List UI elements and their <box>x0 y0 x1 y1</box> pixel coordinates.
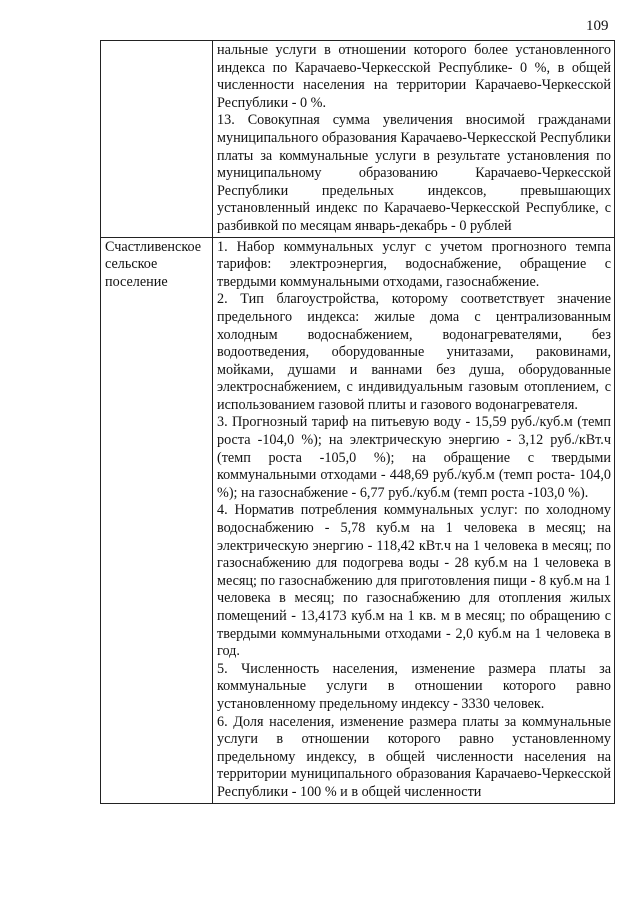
paragraph: 3. Прогнозный тариф на питьевую воду - 15,59 руб./куб.м (темп роста -104,0 %); на электрическую энергию - 3,12 руб./кВт.ч (темп роста -105,0 %); на обращение с твердыми коммунальными отходами - 448,69 руб./куб.м (темп роста- 104,0 %); на газоснабжение - 6,77 руб./куб.м (темп роста -103,0 %). <box>217 414 611 501</box>
indices-table <box>100 40 615 804</box>
table-row <box>101 237 615 803</box>
paragraph: 1. Набор коммунальных услуг с учетом прогнозного темпа тарифов: электроэнергия, водоснабжение, обращение с твердыми коммунальными отходами, газоснабжение. <box>217 238 611 290</box>
municipality-cell <box>101 41 213 238</box>
municipality-cell: Счастливенское сельское поселение <box>101 237 213 803</box>
paragraph: 5. Численность населения, изменение размера платы за коммунальные услуги в отношении которого равно установленному предельному индексу - 3330 человек. <box>217 660 611 712</box>
paragraph: 6. Доля населения, изменение размера платы за коммунальные услуги в отношении которого равно установленному предельному индексу, в общей численности населения на территории муниципального образования Карачаево-Черкесской Республики - 100 % и в общей численности <box>217 713 611 800</box>
details-cell <box>213 237 615 803</box>
paragraph: нальные услуги в отношении которого более установленного индекса по Карачаево-Черкесской Республике- 0 %, в общей численности населения на территории Карачаево-Черкесской Республики - 0 %. <box>217 42 611 111</box>
page-number: 109 <box>586 18 609 34</box>
paragraph: 13. Совокупная сумма увеличения вносимой гражданами муниципального образования Карачаево-Черкесской Республики платы за коммунальные услуги в результате установления по муниципальному образованию Карачаево-Черкесской Республики предельных индексов, превышающих установленный индекс по Карачаево-Черкесской Республике, с разбивкой по месяцам январь-декабрь - 0 рублей <box>217 112 611 234</box>
paragraph: 2. Тип благоустройства, которому соответствует значение предельного индекса: жилые дома с централизованным холодным водоснабжением, водонагревателями, без водоотведения, оборудованные унитазами, раковинами, мойками, душами и ваннами без душа, оборудованные электроснабжением, с индивидуальным газовым отоплением, с использованием газовой плиты и газового водонагревателя. <box>217 291 611 413</box>
table-row <box>101 41 615 238</box>
paragraph: 4. Норматив потребления коммунальных услуг: по холодному водоснабжению - 5,78 куб.м на 1 человека в месяц; на электрическую энергию - 118,42 кВт.ч на 1 человека в месяц; по газоснабжению для подогрева воды - 28 куб.м на 1 человека в месяц; по газоснабжению для приготовления пищи - 8 куб.м на 1 человека в месяц; по газоснабжению для отопления жилых помещений - 13,4173 куб.м на 1 кв. м в месяц; по обращению с твердыми коммунальными отходами - 2,0 куб.м на 1 человека в год. <box>217 502 611 660</box>
details-cell <box>213 41 615 238</box>
